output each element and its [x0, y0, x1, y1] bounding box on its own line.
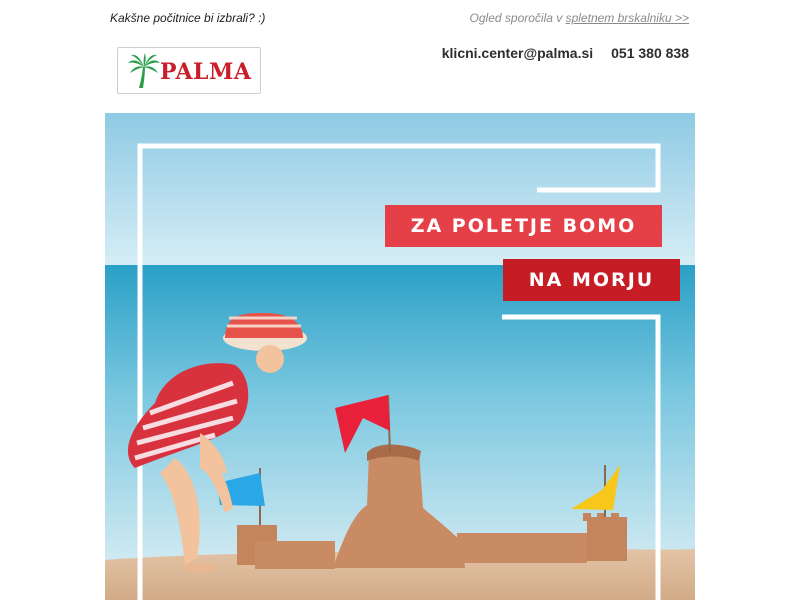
headline-line-2: NA MORJU: [503, 259, 680, 301]
web-view-link[interactable]: spletnem brskalniku >>: [565, 11, 689, 25]
palma-logo[interactable]: [117, 47, 261, 94]
contact-phone[interactable]: 051 380 838: [611, 45, 689, 61]
beach-scene-image: [105, 113, 695, 600]
preheader-text: Kakšne počitnice bi izbrali? :): [110, 11, 266, 25]
logo-text: PALMA: [160, 59, 252, 85]
web-view-prefix: Ogled sporočila v: [469, 11, 566, 25]
contact-email[interactable]: klicni.center@palma.si: [441, 45, 594, 61]
headline-line-1: ZA POLETJE BOMO: [385, 205, 662, 247]
palm-tree-icon: [128, 53, 160, 89]
contact-info: [442, 45, 689, 61]
web-view-notice: [470, 11, 689, 25]
hero-banner[interactable]: [105, 113, 695, 600]
